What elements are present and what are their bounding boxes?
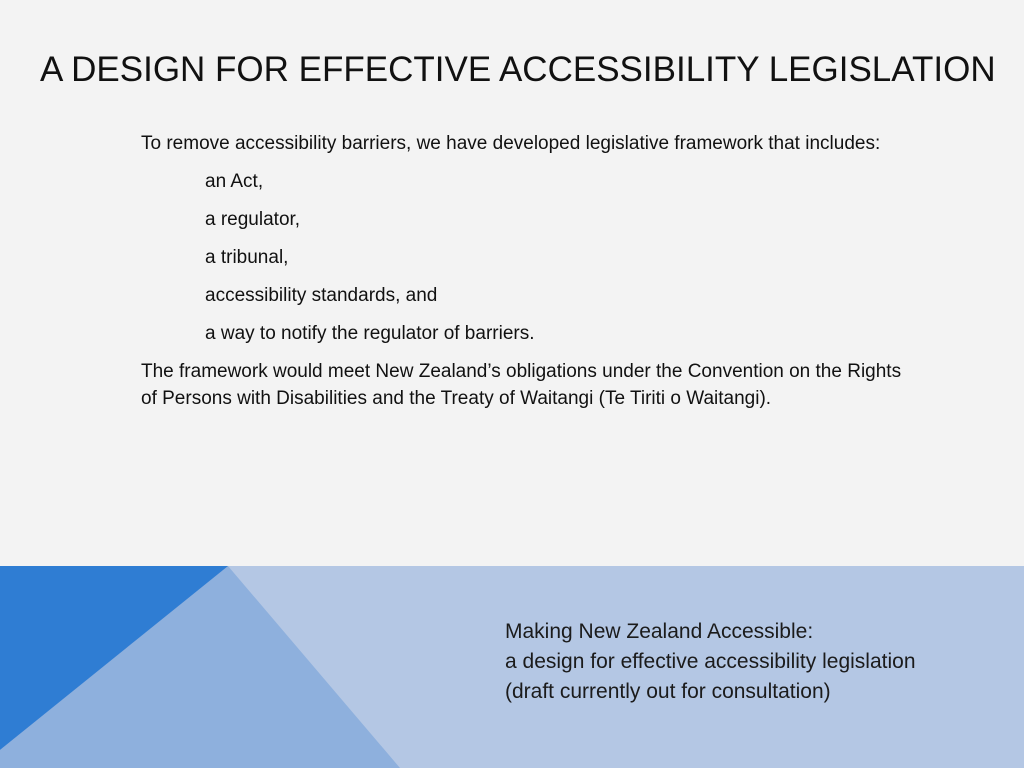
slide-body [141, 130, 921, 423]
list-item-tribunal: a tribunal, [205, 247, 289, 268]
slide-title: A DESIGN FOR EFFECTIVE ACCESSIBILITY LEGISLATION [40, 50, 996, 89]
intro-paragraph: To remove accessibility barriers, we have developed legislative framework that includes: [141, 133, 881, 154]
closing-paragraph: The framework would meet New Zealand’s obligations under the Convention on the Rights of Persons with Disabilities and the Treaty of Waitangi (Te Tiriti o Waitangi). [141, 361, 902, 409]
list-item-notify: a way to notify the regulator of barriers. [205, 323, 535, 344]
footer-line-2: a design for effective accessibility legislation [505, 650, 916, 673]
list-item-standards: accessibility standards, and [205, 285, 438, 306]
list-item-regulator: a regulator, [205, 209, 301, 230]
footer-note [505, 617, 1005, 707]
footer-line-3: (draft currently out for consultation) [505, 680, 831, 703]
footer-line-1: Making New Zealand Accessible: [505, 620, 814, 643]
list-item-act: an Act, [205, 171, 264, 192]
